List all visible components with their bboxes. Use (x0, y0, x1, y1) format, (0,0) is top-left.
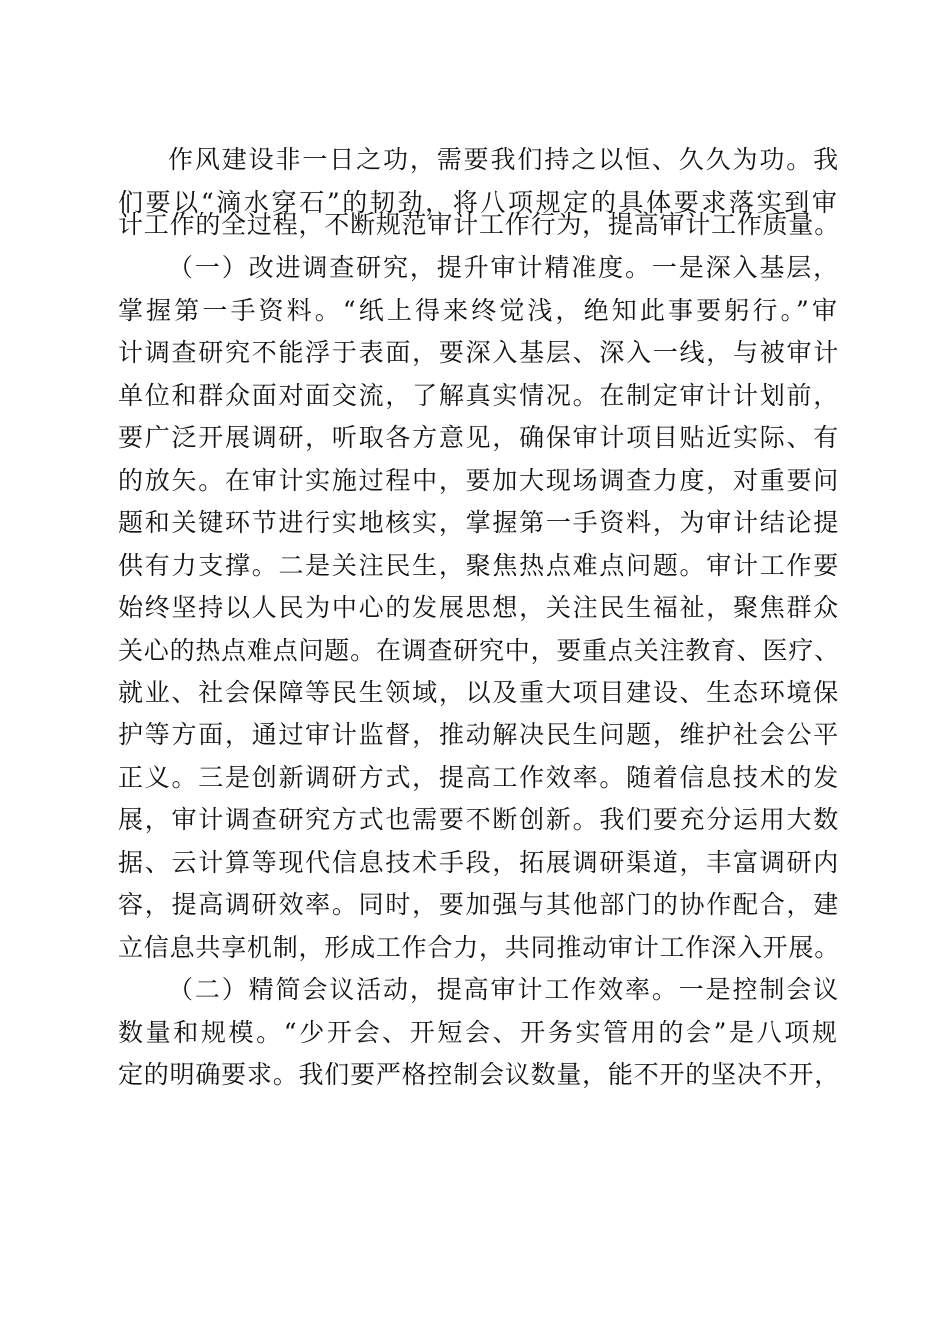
paragraph-2-line-11: 就业、社会保障等民生领域，以及重大项目建设、生态环境保 (118, 678, 841, 707)
paragraph-2-line-12: 护等方面，通过审计监督，推动解决民生问题，维护社会公平 (118, 720, 841, 749)
paragraph-1-line-1: 作风建设非一日之功，需要我们持之以恒、久久为功。我 (168, 145, 841, 174)
paragraph-2-line-9: 始终坚持以人民为中心的发展思想，关注民生福祉，聚焦群众 (118, 593, 841, 622)
paragraph-2-line-7: 题和关键环节进行实地核实，掌握第一手资料，为审计结论提 (118, 508, 841, 537)
paragraph-2-line-14: 展，审计调查研究方式也需要不断创新。我们要充分运用大数 (118, 805, 841, 834)
paragraph-2-line-1: （一）改进调查研究，提升审计精准度。一是深入基层， (168, 253, 841, 282)
paragraph-3-line-3: 定的明确要求。我们要严格控制会议数量，能不开的坚决不开， (118, 1060, 841, 1089)
paragraph-3-line-1: （二）精简会议活动，提高审计工作效率。一是控制会议 (168, 975, 841, 1004)
paragraph-3-line-2: 数量和规模。“少开会、开短会、开务实管用的会”是八项规 (118, 1018, 840, 1047)
paragraph-2-line-6: 的放矢。在审计实施过程中，要加大现场调查力度，对重要问 (118, 466, 841, 495)
paragraph-2-line-8: 供有力支撑。二是关注民生，聚焦热点难点问题。审计工作要 (118, 551, 841, 580)
paragraph-2-line-13: 正义。三是创新调研方式，提高工作效率。随着信息技术的发 (118, 763, 841, 792)
paragraph-2-line-2: 掌握第一手资料。“纸上得来终觉浅，绝知此事要躬行。”审 (118, 296, 841, 325)
paragraph-1-line-3: 计工作的全过程，不断规范审计工作行为，提高审计工作质量。 (118, 210, 841, 239)
paragraph-2-line-4: 单位和群众面对面交流，了解真实情况。在制定审计计划前， (118, 381, 841, 410)
paragraph-2-line-3: 计调查研究不能浮于表面，要深入基层、深入一线，与被审计 (118, 338, 841, 367)
paragraph-2-line-10: 关心的热点难点问题。在调查研究中，要重点关注教育、医疗、 (118, 636, 841, 665)
paragraph-2-line-16: 容，提高调研效率。同时，要加强与其他部门的协作配合，建 (118, 890, 841, 919)
paragraph-2-line-5: 要广泛开展调研，听取各方意见，确保审计项目贴近实际、有 (118, 423, 841, 452)
paragraph-1-line-2: 们要以“滴水穿石”的韧劲，将八项规定的具体要求落实到审 (118, 188, 840, 217)
paragraph-2-line-15: 据、云计算等现代信息技术手段，拓展调研渠道，丰富调研内 (118, 848, 841, 877)
paragraph-2-line-17: 立信息共享机制，形成工作合力，共同推动审计工作深入开展。 (118, 933, 841, 962)
